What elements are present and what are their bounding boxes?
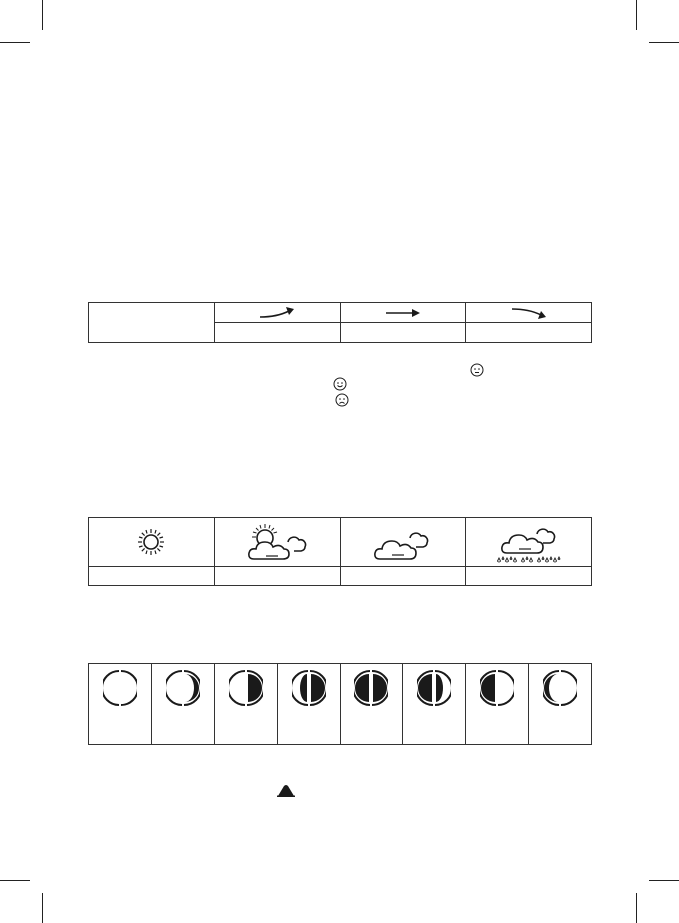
trend-falling-cell: [466, 303, 592, 323]
arrow-steady-icon: [383, 306, 423, 320]
last-quarter-icon: [480, 668, 514, 708]
weather-forecast-table: [88, 517, 592, 586]
trend-rising-cell: [215, 303, 341, 323]
forecast-sunny-cell: [89, 518, 215, 567]
first-quarter-icon: [229, 668, 263, 708]
forecast-label: [340, 567, 466, 586]
waning-crescent-icon: [543, 668, 577, 708]
moon-phase-cell: [466, 664, 529, 745]
crop-mark: [0, 42, 30, 43]
new-moon-icon: [103, 668, 137, 708]
sun-icon: [136, 527, 166, 557]
moon-phase-table: [88, 663, 592, 745]
trend-rising-text: [215, 323, 341, 343]
arrow-rising-icon: [257, 306, 297, 320]
trend-steady-cell: [340, 303, 466, 323]
moon-phase-cell: [340, 664, 403, 745]
moon-phase-cell: [529, 664, 592, 745]
sun-cloud-icon: [244, 522, 310, 562]
frowning-face-icon: [335, 393, 349, 407]
forecast-label: [466, 567, 592, 586]
smiling-face-icon: [333, 377, 347, 391]
moon-phase-cell: [151, 664, 214, 745]
bell-icon: [276, 784, 296, 798]
waxing-crescent-icon: [166, 668, 200, 708]
pressure-trend-table: [88, 302, 592, 343]
crop-mark: [649, 42, 679, 43]
forecast-partly-cloudy-cell: [214, 518, 340, 567]
forecast-cloudy-cell: [340, 518, 466, 567]
crop-mark: [0, 880, 30, 881]
moon-phase-cell: [403, 664, 466, 745]
trend-falling-text: [466, 323, 592, 343]
crop-mark: [636, 893, 637, 923]
forecast-rainy-cell: [466, 518, 592, 567]
crop-mark: [636, 0, 637, 30]
moon-phase-cell: [214, 664, 277, 745]
forecast-label: [89, 567, 215, 586]
full-moon-icon: [354, 668, 388, 708]
crop-mark: [42, 0, 43, 30]
trend-steady-text: [340, 323, 466, 343]
crop-mark: [42, 893, 43, 923]
comfort-face-icon: [470, 363, 484, 377]
forecast-label: [214, 567, 340, 586]
moon-phase-cell: [277, 664, 340, 745]
moon-phase-cell: [89, 664, 152, 745]
rain-cloud-icon: [493, 520, 565, 564]
waning-gibbous-icon: [417, 668, 451, 708]
crop-mark: [649, 880, 679, 881]
trend-label-cell: [89, 303, 215, 343]
cloud-icon: [370, 522, 436, 562]
waxing-gibbous-icon: [292, 668, 326, 708]
arrow-falling-icon: [509, 306, 549, 320]
